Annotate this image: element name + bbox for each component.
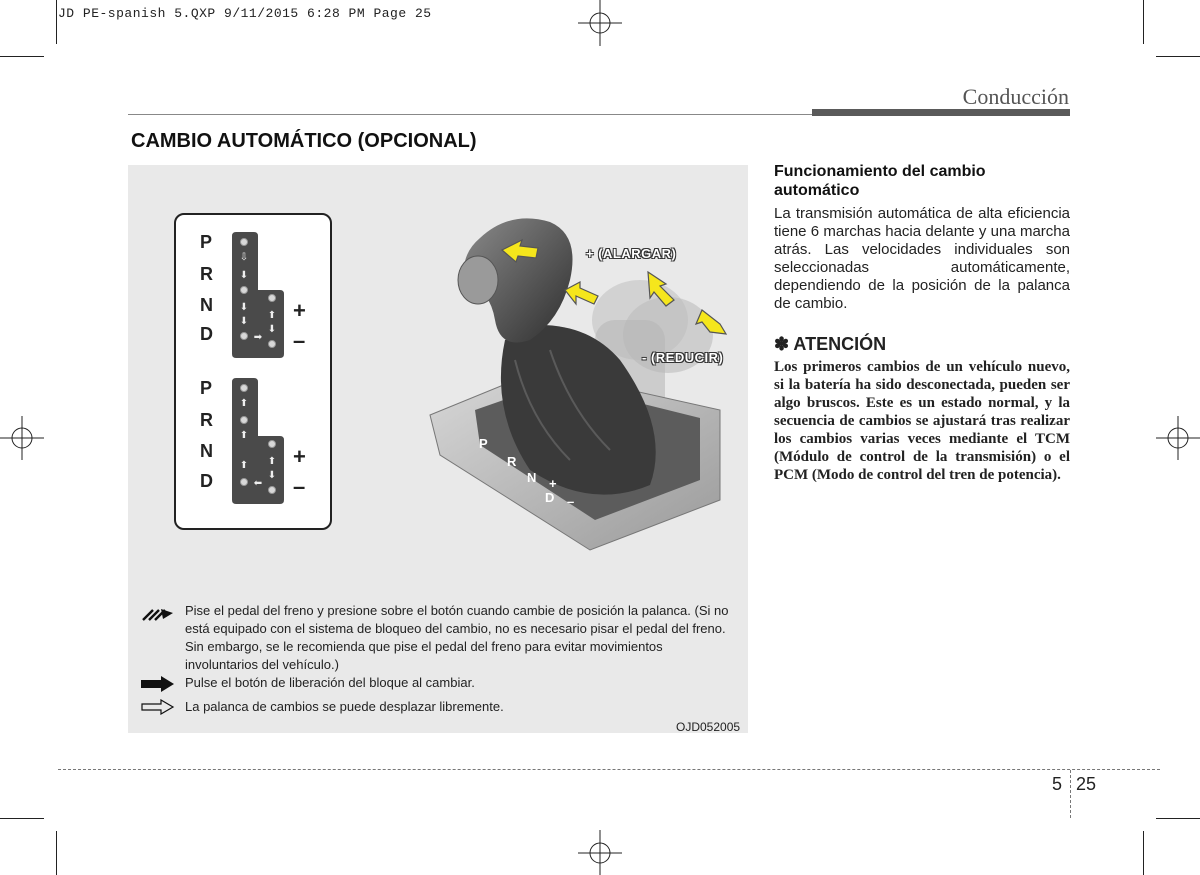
page-number: 25 [1076, 774, 1097, 794]
gate-upper-slot-icon [232, 232, 284, 358]
gate-lower-plus: + [293, 444, 306, 469]
footer-dashed-divider [1070, 770, 1071, 818]
svg-text:⬇: ⬇ [267, 470, 277, 481]
outline-arrow-icon [141, 699, 175, 715]
crop-mark [1156, 818, 1200, 819]
console-label: + [549, 476, 557, 491]
registration-mark-left-icon [0, 408, 46, 468]
attention-text: Los primeros cambios de un vehículo nuevo, si la batería ha sido desconectada, pueden ser algo bruscos. Este es un estado normal, y la secuencia de cambios se ajustará tras realizar los cambios varias veces mediante el TCM (Módulo de control de la transmisión) o el PCM (Modo de control del tren de potencia). [774, 359, 1070, 483]
footer-dashed-rule [58, 769, 1160, 770]
svg-text:⬆: ⬆ [239, 398, 249, 409]
header-rule [812, 109, 1070, 116]
svg-text:⬆: ⬆ [267, 310, 277, 321]
svg-text:⬅: ⬅ [253, 478, 263, 489]
registration-mark-bottom-icon [570, 828, 630, 875]
svg-text:⬇: ⬇ [239, 302, 249, 313]
brake-pedal-icon [141, 607, 175, 623]
console-label: D [545, 490, 555, 505]
crop-mark [0, 56, 44, 57]
gate-lower-d: D [200, 471, 213, 491]
gate-upper-r: R [200, 264, 213, 284]
svg-text:⬇: ⬇ [239, 270, 249, 281]
svg-text:⬆: ⬆ [267, 456, 277, 467]
crop-mark [1143, 831, 1144, 875]
gate-lower-n: N [200, 441, 213, 461]
crop-mark [1156, 56, 1200, 57]
gate-upper-plus: + [293, 298, 306, 323]
svg-text:➡: ➡ [253, 332, 263, 343]
legend-solid-arrow-text: Pulse el botón de liberación del bloque al cambiar. [185, 675, 475, 690]
console-label: R [507, 454, 517, 469]
gate-lower-slot-icon [232, 378, 284, 504]
section-subheading: Funcionamiento del cambio automático [774, 163, 986, 199]
console-label: N [527, 470, 537, 485]
figure-code: OJD052005 [676, 720, 741, 734]
console-label: – [567, 494, 575, 509]
registration-mark-right-icon [1154, 408, 1200, 468]
gate-upper-minus: – [293, 328, 306, 353]
gate-upper-n: N [200, 295, 213, 315]
print-slug: JD PE-spanish 5.QXP 9/11/2015 6:28 PM Page 25 [58, 6, 432, 21]
callout-downshift: - (REDUCIR) [642, 350, 724, 365]
svg-text:⬇: ⬇ [239, 316, 249, 327]
gate-upper-p: P [200, 232, 213, 252]
main-title: CAMBIO AUTOMÁTICO (OPCIONAL) [131, 130, 477, 152]
body-paragraph: La transmisión automática de alta eficiencia tiene 6 marchas hacia delante y una marcha atrás. Las velocidades individuales son seleccionadas automáticamente, dependiendo de la posición de la palanca de cambio. [774, 205, 1070, 312]
gate-lower-minus: – [293, 474, 306, 499]
svg-text:⬆: ⬆ [239, 430, 249, 441]
legend-brake-text: Pise el pedal del freno y presione sobre el botón cuando cambie de posición la palanca. (Si no está equipado con el sistema de bloqueo del cambio, no es necesario pisar el pedal del freno. Sin embargo, se le recomienda que pise el pedal del freno para evitar movimientos involuntarios del vehículo.) [185, 603, 729, 672]
crop-mark [1143, 0, 1144, 44]
crop-mark [56, 0, 57, 44]
svg-text:⬇: ⬇ [267, 324, 277, 335]
crop-mark [0, 818, 44, 819]
svg-text:⬆: ⬆ [239, 460, 249, 471]
section-header: Conducción [962, 84, 1069, 109]
crop-mark [56, 831, 57, 875]
chapter-number: 5 [1052, 774, 1063, 794]
solid-arrow-icon [141, 676, 175, 692]
legend-outline-arrow-text: La palanca de cambios se puede desplazar libremente. [185, 699, 504, 714]
attention-title: ✽ ATENCIÓN [774, 334, 887, 354]
gate-upper-d: D [200, 324, 213, 344]
svg-text:⇩: ⇩ [239, 252, 249, 263]
gate-lower-p: P [200, 378, 213, 398]
registration-mark-top-icon [570, 0, 630, 48]
gate-lower-r: R [200, 410, 213, 430]
console-label: P [479, 436, 488, 451]
callout-upshift: + (ALARGAR) [586, 246, 677, 261]
gear-lever-illustration [420, 210, 750, 555]
